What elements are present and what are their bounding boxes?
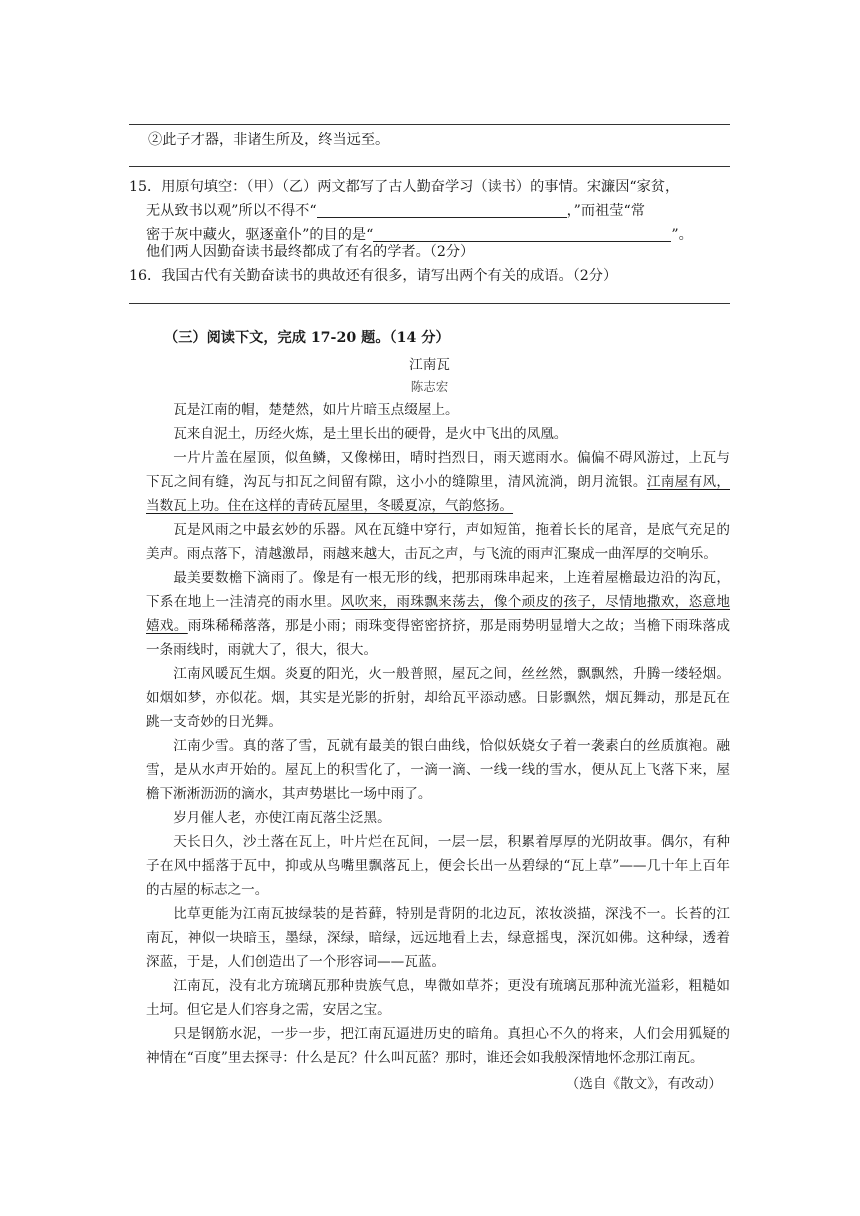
paragraph: 最美要数檐下滴雨了。像是有一根无形的线，把那雨珠串起来，上连着屋檐最边沿的沟瓦，下系在地上一洼清亮的雨水里。风吹来，雨珠飘来荡去，像个顽皮的孩子，尽情地撒欢，恣意地嬉戏。雨珠稀稀落落，那是小雨；雨珠变得密密挤挤，那是雨势明显增大之故；当檐下雨珠落成一条雨线时，雨就大了，很大，很大。 [146,570,731,658]
q15-line3-text-a: 密于灰中藏火，驱逐童仆”的目的是“ [146,227,374,243]
section-heading: （三）阅读下文，完成 17-20 题。（14 分） [164,330,450,346]
paragraph: 瓦是江南的帽，楚楚然，如片片暗玉点缀屋上。 [173,402,459,418]
article-title: 江南瓦 [409,357,450,373]
source-citation: （选自《散文》，有改动） [565,1076,722,1092]
q15-line1: 15．用原句填空：（甲）（乙）两文都写了古人勤奋学习（读书）的事情。宋濂因“家贫， [129,179,680,195]
paragraph: 一片片盖在屋顶，似鱼鳞，又像梯田，晴时挡烈日，雨天遮雨水。偏偏不碍风游过，上瓦与下瓦之间有缝，沟瓦与扣瓦之间留有隙，这小小的缝隙里，清风流淌，朗月流银。江南屋有风，当数瓦上功。住在这样的青砖瓦屋里，冬暖夏凉，气韵悠扬。 [146,450,730,514]
paragraph: 瓦是风雨之中最玄妙的乐器。风在瓦缝中穿行，声如短笛，拖着长长的尾音，是底气充足的美声。雨点落下，清越激昂，雨越来越大，击瓦之声，与飞流的雨声汇聚成一曲浑厚的交响乐。 [146,522,730,562]
q15-line2-text-b: ，”而祖莹“常 [566,203,645,219]
paragraph: 瓦来自泥土，历经火炼，是土里长出的硬骨，是火中飞出的凤凰。 [173,426,568,442]
underlined-sentence: 江南屋有风，当数瓦上功。住在这样的青砖瓦屋里，冬暖夏凉，气韵悠扬。 [146,474,730,514]
article-author: 陈志宏 [410,379,449,394]
paragraph: 江南风暖瓦生烟。炎夏的阳光，火一般普照，屋瓦之间，丝丝然，飘飘然，升腾一缕轻烟。如烟如梦，亦似花。烟，其实是光影的折射，却给瓦平添动感。日影飘然，烟瓦舞动，那是瓦在跳一支奇妙的日光舞。 [146,666,730,730]
paragraph: 江南瓦，没有北方琉璃瓦那种贵族气息，卑微如草芥；更没有琉璃瓦那种流光溢彩，粗糙如土坷。但它是人们容身之需，安居之宝。 [146,978,730,1018]
paragraph: 岁月催人老，亦使江南瓦落尘泛黑。 [173,810,391,826]
answer-line [129,124,730,125]
answer-line [129,303,730,304]
previous-answer-text: ②此子才器，非诸生所及，终当远至。 [148,132,390,148]
underlined-sentence: 风吹来，雨珠飘来荡去，像个顽皮的孩子，尽情地撒欢，恣意地嬉戏。 [146,594,731,634]
q15-line4: 他们两人因勤奋读书最终都成了有名的学者。（2分） [146,244,475,260]
article-body [146,398,730,1070]
paragraph: 江南少雪。真的落了雪，瓦就有最美的银白曲线，恰似妖娆女子着一袭素白的丝质旗袍。融雪，是从水声开始的。屋瓦上的积雪化了，一滴一滴、一线一线的雪水，便从瓦上飞落下来，屋檐下淅淅沥沥的滴水，其声势堪比一场中雨了。 [146,738,730,802]
paragraph: 只是钢筋水泥，一步一步，把江南瓦逼进历史的暗角。真担心不久的将来，人们会用狐疑的神情在“百度”里去探寻：什么是瓦？什么叫瓦蓝？那时，谁还会如我般深情地怀念那江南瓦。 [146,1026,730,1066]
q16-text: 16．我国古代有关勤奋读书的典故还有很多，请写出两个有关的成语。（2分） [129,268,618,284]
q15-line3-text-b: ”。 [671,227,693,243]
q15-line2-text-a: 无从致书以观”所以不得不“ [146,203,317,219]
paragraph: 比草更能为江南瓦披绿装的是苔藓，特别是背阴的北边瓦，浓妆淡描，深浅不一。长苔的江南瓦，神似一块暗玉，墨绿，深绿，暗绿，远远地看上去，绿意摇曳，深沉如佛。这种绿，透着深蓝，于是，人们创造出了一个形容词——瓦蓝。 [146,906,730,970]
q15-line2 [146,199,730,223]
answer-line [129,166,730,167]
paragraph: 天长日久，沙土落在瓦上，叶片烂在瓦间，一层一层，积累着厚厚的光阴故事。偶尔，有种子在风中摇落于瓦中，抑或从鸟嘴里飘落瓦上，便会长出一丛碧绿的“瓦上草”——几十年上百年的古屋的标志之一。 [146,834,730,898]
q15-answer-blank-1[interactable] [317,201,567,218]
